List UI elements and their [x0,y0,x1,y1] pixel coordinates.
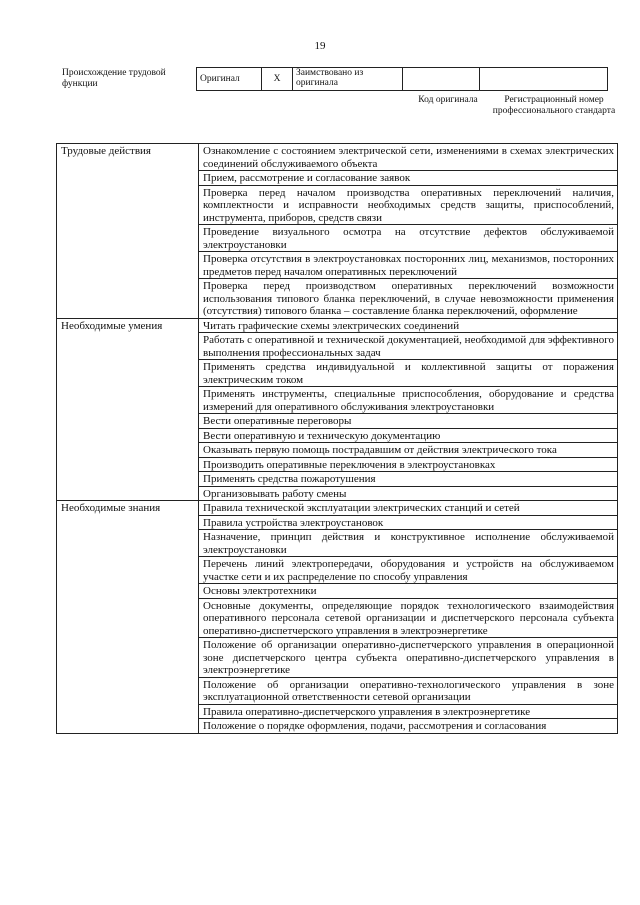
section-item: Основные документы, определяющие порядок технологического взаимодействия оперативного персонала сетевой организации и диспетчерского персонала субъекта оперативно-диспетчерского управления в электроэнергетике [199,598,618,638]
section-item: Назначение, принцип действия и конструктивное исполнение обслуживаемой электроустановки [199,530,618,557]
section-item: Правила оперативно-диспетчерского управления в электроэнергетике [199,704,618,719]
table-row [57,501,618,516]
section-item: Применять средства индивидуальной и коллективной защиты от поражения электрическим током [199,360,618,387]
section-item: Производить оперативные переключения в электроустановках [199,457,618,472]
section-title: Трудовые действия [57,144,199,319]
function-table [56,143,618,734]
function-table-body [57,144,618,734]
origin-table [196,67,608,91]
page-number: 19 [314,40,326,52]
section-title: Необходимые знания [57,501,199,734]
section-item: Применять средства пожаротушения [199,472,618,487]
section-item: Оказывать первую помощь пострадавшим от действия электрического тока [199,443,618,458]
origin-original-cell: Оригинал [197,68,262,91]
origin-borrowed-cell: Заимствовано из оригинала [293,68,403,91]
section-item: Положение об организации оперативно-диспетчерского управления в операционной зоне диспетчерского центра субъекта оперативно-диспетчерского управления в электроэнергетике [199,638,618,678]
section-item: Проверка отсутствия в электроустановках посторонних лиц, механизмов, посторонних предметов перед началом оперативных переключений [199,252,618,279]
section-item: Работать с оперативной и технической документацией, необходимой для эффективного выполнения профессиональных задач [199,333,618,360]
reg-caption: Регистрационный номер профессионального стандарта [492,95,616,116]
section-item: Проверка перед началом производства оперативных переключений наличия, комплектности и исправности необходимых средств защиты, приспособлений, инструмента, приборов, средств связи [199,185,618,225]
section-item: Вести оперативные переговоры [199,414,618,429]
section-item: Вести оперативную и техническую документацию [199,428,618,443]
code-caption: Код оригинала [418,95,478,105]
section-item: Положение о порядке оформления, подачи, рассмотрения и согласования [199,719,618,734]
origin-code-cell [403,68,480,91]
section-item: Положение об организации оперативно-технологического управления в зоне эксплуатационной ответственности сетевой организации [199,677,618,704]
section-item: Читать графические схемы электрических соединений [199,318,618,333]
section-item: Применять инструменты, специальные приспособления, оборудование и средства измерений для оперативного обслуживания электроустановки [199,387,618,414]
section-item: Прием, рассмотрение и согласование заявок [199,171,618,186]
section-title: Необходимые умения [57,318,199,501]
section-item: Основы электротехники [199,584,618,599]
section-item: Перечень линий электропередачи, оборудования и устройств на обслуживаемом участке сети и их распределение по способу управления [199,557,618,584]
section-item: Правила технической эксплуатации электрических станций и сетей [199,501,618,516]
section-item: Проведение визуального осмотра на отсутствие дефектов обслуживаемой электроустановки [199,225,618,252]
section-item: Правила устройства электроустановок [199,515,618,530]
origin-reg-cell [480,68,608,91]
section-item: Ознакомление с состоянием электрической сети, изменениями в схемах электрических соединений обслуживаемого объекта [199,144,618,171]
origin-label: Происхождение трудовой функции [62,68,166,89]
section-item: Организовывать работу смены [199,486,618,501]
table-row [57,144,618,171]
table-row [57,318,618,333]
origin-mark-cell: X [262,68,293,91]
section-item: Проверка перед производством оперативных переключений возможности использования типового бланка переключений, в случае невозможности применения (отсутствия) типового бланка – составление бланка переключений, оформление [199,279,618,319]
